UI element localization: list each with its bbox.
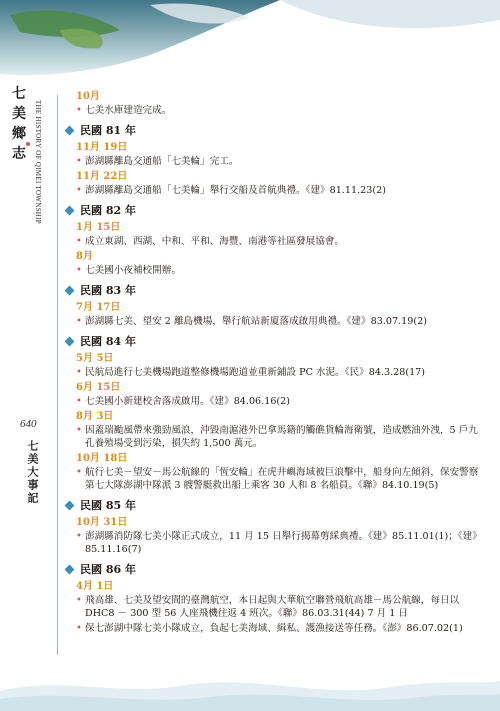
entry-date: 5月 5日 <box>76 353 114 364</box>
book-subtitle: THE HISTORY OF QIMEI TOWNSHIP <box>34 100 42 224</box>
diamond-bullet-icon <box>65 205 75 215</box>
entry-date: 11月 19日 <box>76 142 128 153</box>
footer-wave-decoration <box>0 651 500 711</box>
year-heading: 民國 81 年 <box>66 122 486 138</box>
svg-text:美: 美 <box>12 106 26 122</box>
diamond-bullet-icon <box>65 285 75 295</box>
diamond-bullet-icon <box>65 125 75 135</box>
year-heading: 民國 83 年 <box>66 282 486 298</box>
entry-item: • 飛高雄、七美及望安間的臺灣航空，本日起與大華航空聯營飛航高雄－馬公航線，每日以 DHC8 － 300 型 56 人座飛機往返 4 班次。《聯》86.03.31(44) 7 月 1 日 <box>76 594 486 620</box>
entry-item: • 成立東湖、西湖、中和、平和、海豐、南港等社區發展協會。 <box>76 235 486 248</box>
entry-date: 6月 15日 <box>76 382 121 393</box>
entry-date: 10月 <box>76 91 100 102</box>
entry-item: • 因蓋瑞颱風帶來強勁風浪，沖毀南滬港外巴拿馬籍的觸礁貨輪海衛號，造成燃油外洩，5 戶九孔養殖場受到污染，損失約 1,500 萬元。 <box>76 424 486 450</box>
diamond-bullet-icon <box>65 500 75 510</box>
chronicle-list <box>66 88 486 637</box>
entry-date: 10月 18日 <box>76 453 128 464</box>
year-heading: 民國 85 年 <box>66 497 486 513</box>
entry-item: • 七美水庫建造完成。 <box>76 104 486 117</box>
svg-text:志: 志 <box>12 146 26 162</box>
page-number: 640 <box>20 418 37 430</box>
header-landscape-banner <box>0 0 500 80</box>
entry-item: • 澎湖縣七美、望安 2 離島機場，舉行航站新廈落成啟用典禮。《建》83.07.19(2) <box>76 315 486 328</box>
section-title: 七美大事記 <box>26 440 39 505</box>
diamond-bullet-icon <box>65 564 75 574</box>
year-heading: 民國 82 年 <box>66 202 486 218</box>
entry-item: • 澎湖縣消防隊七美小隊正式成立，11 月 15 日舉行揭幕剪綵典禮。《建》85.11.01(1)；《建》85.11.16(7) <box>76 530 486 556</box>
entry-date: 1月 15日 <box>76 222 121 233</box>
svg-text:鄉: 鄉 <box>12 126 26 142</box>
entry-item: • 民航局進行七美機場跑道整修機場跑道並重新鋪設 PC 水泥。《民》84.3.28(17) <box>76 366 486 379</box>
entry-item: • 澎湖縣離島交通船「七美輪」完工。 <box>76 155 486 168</box>
township-logo <box>6 82 36 182</box>
svg-text:七: 七 <box>12 86 26 102</box>
diamond-bullet-icon <box>65 336 75 346</box>
entry-date: 7月 17日 <box>76 302 121 313</box>
sidebar-divider <box>57 95 58 655</box>
entry-date: 8月 3日 <box>76 411 114 422</box>
entry-date: 11月 22日 <box>76 171 128 182</box>
entry-item: • 保七澎湖中隊七美小隊成立，負起七美海域、緝私、護漁接送等任務。《澎》86.07.02(1) <box>76 622 486 635</box>
year-heading: 民國 84 年 <box>66 333 486 349</box>
entry-date: 8月 <box>76 251 93 262</box>
entry-item: • 七美國小夜補校開辦。 <box>76 264 486 277</box>
entry-item: • 航行七美－望安－馬公航線的「恆安輪」在虎井嶼海域被巨浪擊中，船身向左傾斜，保安警察第七大隊澎湖中隊派 3 艘警艇救出船上乘客 30 人和 8 名船員。《聯》84.10.19(5) <box>76 466 486 492</box>
year-heading: 民國 86 年 <box>66 561 486 577</box>
entry-date: 4月 1日 <box>76 581 114 592</box>
entry-date: 10月 31日 <box>76 517 128 528</box>
entry-item: • 澎湖縣離島交通船「七美輪」舉行交船及首航典禮。《建》81.11.23(2) <box>76 184 486 197</box>
entry-item: • 七美國小新建校舍落成啟用。《建》84.06.16(2) <box>76 395 486 408</box>
